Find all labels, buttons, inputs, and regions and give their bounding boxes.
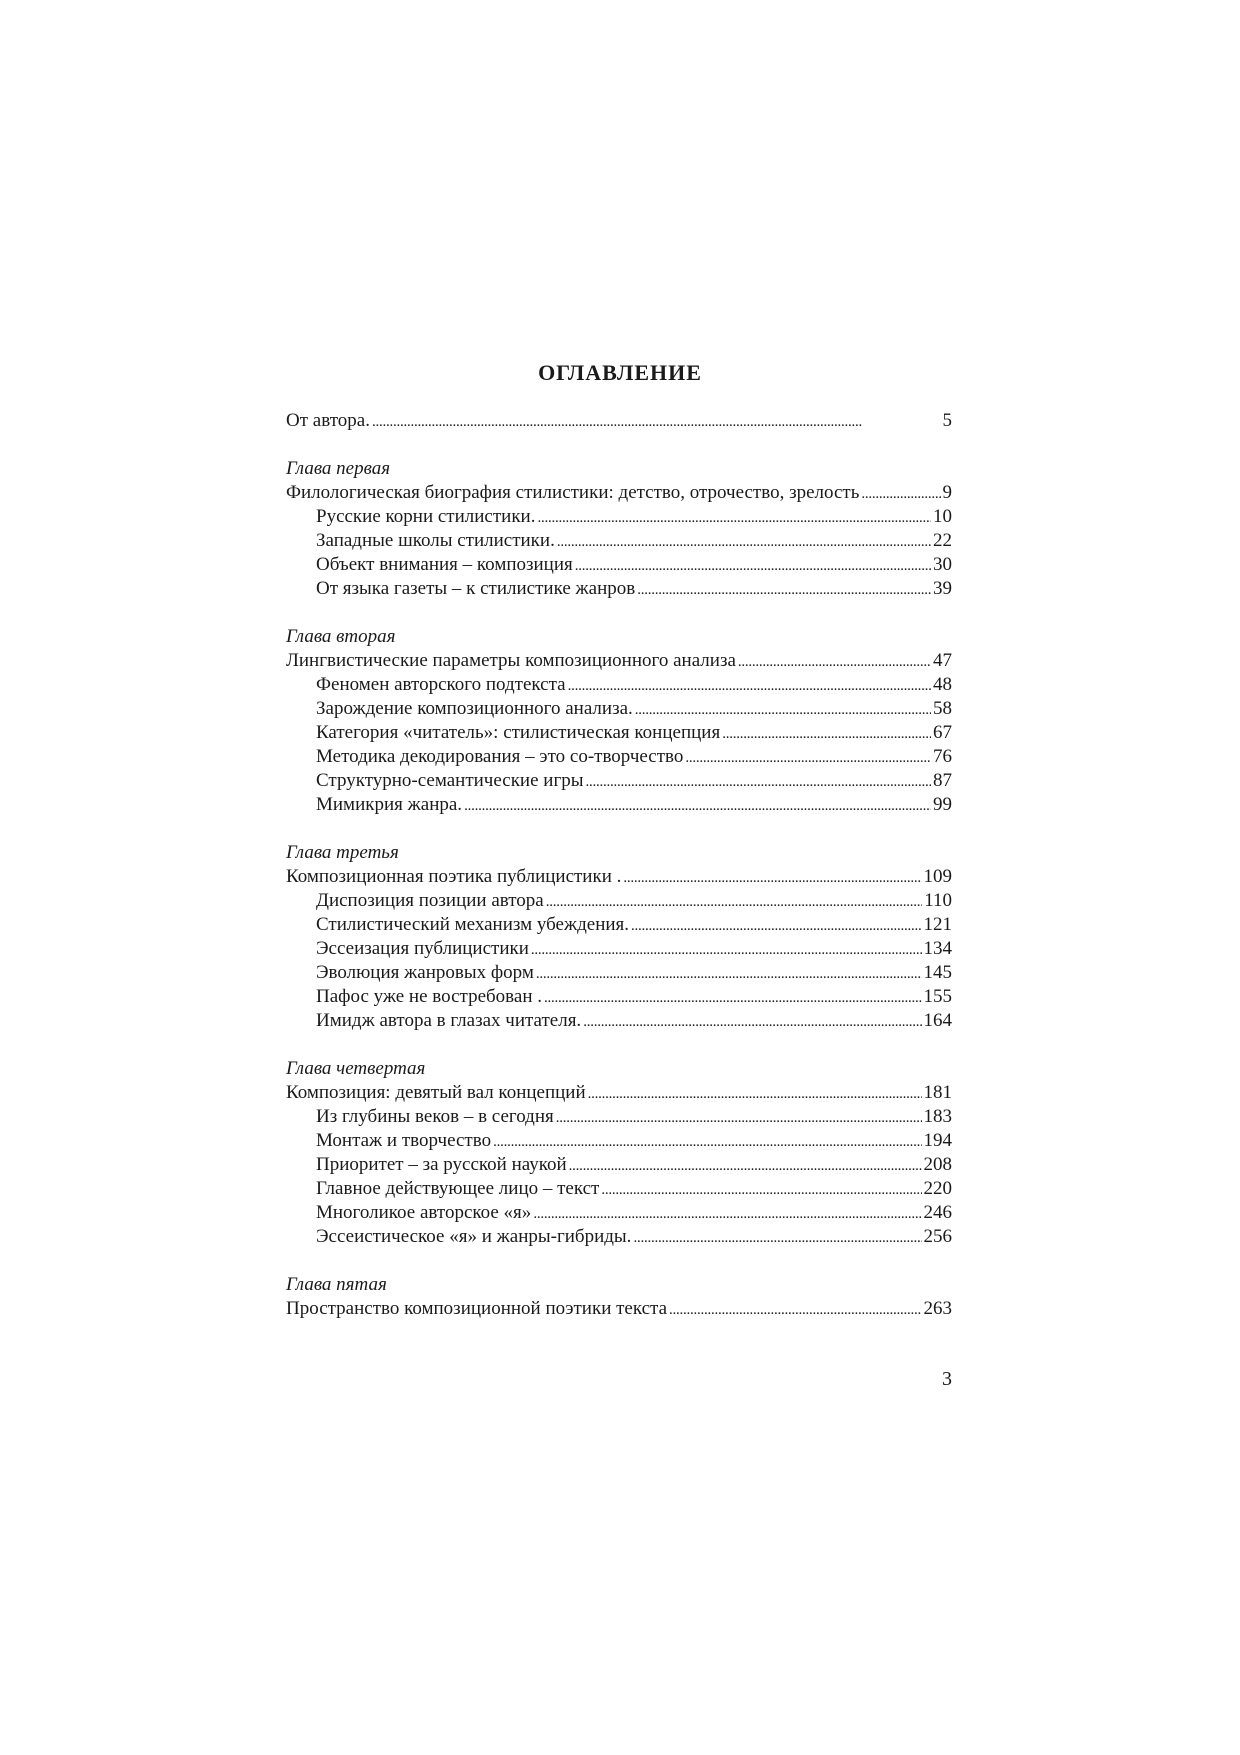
toc-entry-section[interactable] [286, 985, 952, 1009]
entry-page: 99 [933, 794, 952, 815]
dot-leader [635, 697, 931, 722]
dot-leader [544, 985, 922, 1010]
toc-entry-chapter[interactable] [286, 865, 952, 889]
entry-title: Филологическая биография стилистики: детство, отрочество, зрелость [286, 482, 860, 503]
entry-title: Объект внимания – композиция [316, 554, 573, 575]
entry-page: 30 [933, 554, 952, 575]
dot-leader [493, 1129, 921, 1154]
intro-entry-block [286, 409, 952, 433]
entry-title: Эссеистическое «я» и жанры-гибриды. [316, 1226, 632, 1247]
dot-leader [464, 793, 931, 818]
entry-page: 164 [923, 1010, 952, 1031]
toc-entry-section[interactable] [286, 769, 952, 793]
entry-title: Приоритет – за русской наукой [316, 1154, 567, 1175]
dot-leader [586, 769, 931, 794]
entry-title: Зарождение композиционного анализа. [316, 698, 633, 719]
dot-leader [546, 889, 922, 914]
dot-leader [588, 1081, 922, 1106]
entry-title: Категория «читатель»: стилистическая концепция [316, 722, 721, 743]
entry-page: 183 [923, 1106, 952, 1127]
dot-leader [861, 481, 940, 506]
dot-leader [372, 409, 941, 434]
toc-entry-section[interactable] [286, 1201, 952, 1225]
chapter-label: Глава вторая [286, 626, 396, 647]
entry-title: Композиция: девятый вал концепций [286, 1082, 586, 1103]
entry-page: 256 [923, 1226, 952, 1247]
toc-entry-section[interactable] [286, 697, 952, 721]
entry-title: От языка газеты – к стилистике жанров [316, 578, 636, 599]
entry-page: 87 [933, 770, 952, 791]
entry-title: Эссеизация публицистики [316, 938, 529, 959]
entry-title: Западные школы стилистики. [316, 530, 555, 551]
entry-title: Феномен авторского подтекста [316, 674, 566, 695]
entry-title: Пафос уже не востребован . [316, 986, 542, 1007]
entry-page: 58 [933, 698, 952, 719]
toc-entry-section[interactable] [286, 1129, 952, 1153]
entry-page: 246 [923, 1202, 952, 1223]
chapter-block [286, 457, 952, 601]
dot-leader [623, 865, 921, 890]
toc-entry-section[interactable] [286, 913, 952, 937]
dot-leader [557, 529, 931, 554]
dot-leader [568, 673, 931, 698]
toc-entry-chapter[interactable] [286, 481, 952, 505]
entry-page: 155 [923, 986, 952, 1007]
toc-entry-section[interactable] [286, 529, 952, 553]
toc-entry-section[interactable] [286, 1177, 952, 1201]
entry-page: 9 [942, 482, 952, 503]
entry-title: Русские корни стилистики. [316, 506, 536, 527]
entry-page: 76 [933, 746, 952, 767]
entry-page: 110 [924, 890, 952, 911]
toc-entry-chapter[interactable] [286, 1081, 952, 1105]
dot-leader [531, 937, 922, 962]
toc-entry-section[interactable] [286, 721, 952, 745]
toc-entry-section[interactable] [286, 745, 952, 769]
entry-page: 208 [923, 1154, 952, 1175]
dot-leader [633, 1225, 921, 1250]
entry-page: 263 [923, 1298, 952, 1319]
dot-leader [601, 1177, 921, 1202]
page-title: ОГЛАВЛЕНИЕ [538, 360, 702, 385]
toc-entry-section[interactable] [286, 937, 952, 961]
entry-title: Главное действующее лицо – текст [316, 1178, 600, 1199]
toc-entry-section[interactable] [286, 1105, 952, 1129]
dot-leader [556, 1105, 922, 1130]
entry-page: 67 [933, 722, 952, 743]
entry-title: Композиционная поэтика публицистики . [286, 866, 622, 887]
chapter-label: Глава первая [286, 458, 391, 479]
chapter-label: Глава пятая [286, 1274, 387, 1295]
entry-page: 181 [923, 1082, 952, 1103]
entry-title: Диспозиция позиции автора [316, 890, 544, 911]
entry-title: Эволюция жанровых форм [316, 962, 534, 983]
toc-entry-intro[interactable] [286, 409, 952, 433]
chapter-label: Глава третья [286, 842, 399, 863]
toc-entry-section[interactable] [286, 577, 952, 601]
toc-entry-section[interactable] [286, 961, 952, 985]
entry-page: 48 [933, 674, 952, 695]
dot-leader [631, 913, 921, 938]
toc-entry-section[interactable] [286, 505, 952, 529]
dot-leader [738, 649, 931, 674]
toc-entry-section[interactable] [286, 1225, 952, 1249]
chapter-block [286, 625, 952, 817]
entry-page: 134 [923, 938, 952, 959]
entry-title: Структурно-семантические игры [316, 770, 584, 791]
entry-page: 47 [933, 650, 952, 671]
entry-title: Мимикрия жанра. [316, 794, 463, 815]
entry-page: 5 [942, 410, 952, 431]
toc-entry-section[interactable] [286, 1009, 952, 1033]
chapter-label: Глава четвертая [286, 1058, 426, 1079]
dot-leader [533, 1201, 921, 1226]
entry-page: 10 [933, 506, 952, 527]
dot-leader [637, 577, 931, 602]
entry-page: 22 [933, 530, 952, 551]
entry-title: Из глубины веков – в сегодня [316, 1106, 554, 1127]
dot-leader [669, 1297, 921, 1322]
toc-entry-chapter[interactable] [286, 649, 952, 673]
entry-title: Монтаж и творчество [316, 1130, 492, 1151]
toc-entry-section[interactable] [286, 1153, 952, 1177]
entry-page: 121 [923, 914, 952, 935]
dot-leader [537, 505, 931, 530]
page-number: 3 [942, 1368, 952, 1390]
toc-entry-chapter[interactable] [286, 1297, 952, 1321]
dot-leader [583, 1009, 921, 1034]
dot-leader [722, 721, 931, 746]
dot-leader [569, 1153, 922, 1178]
entry-title: Имидж автора в глазах читателя. [316, 1010, 582, 1031]
entry-title: Стилистический механизм убеждения. [316, 914, 630, 935]
toc-entry-section[interactable] [286, 673, 952, 697]
toc-entry-section[interactable] [286, 889, 952, 913]
entry-title: Лингвистические параметры композиционного анализа [286, 650, 736, 671]
chapter-block [286, 1273, 952, 1321]
table-of-contents [286, 409, 952, 1345]
entry-title: Пространство композиционной поэтики текста [286, 1298, 668, 1319]
entry-title: Многоликое авторское «я» [316, 1202, 532, 1223]
entry-page: 109 [923, 866, 952, 887]
entry-title: От автора. [286, 410, 370, 431]
entry-page: 39 [933, 578, 952, 599]
chapter-block [286, 1057, 952, 1249]
dot-leader [575, 553, 931, 578]
toc-entry-section[interactable] [286, 553, 952, 577]
entry-page: 194 [923, 1130, 952, 1151]
entry-page: 145 [923, 962, 952, 983]
toc-entry-section[interactable] [286, 793, 952, 817]
entry-title: Методика декодирования – это со-творчество [316, 746, 684, 767]
dot-leader [685, 745, 931, 770]
dot-leader [536, 961, 922, 986]
chapter-block [286, 841, 952, 1033]
entry-page: 220 [923, 1178, 952, 1199]
